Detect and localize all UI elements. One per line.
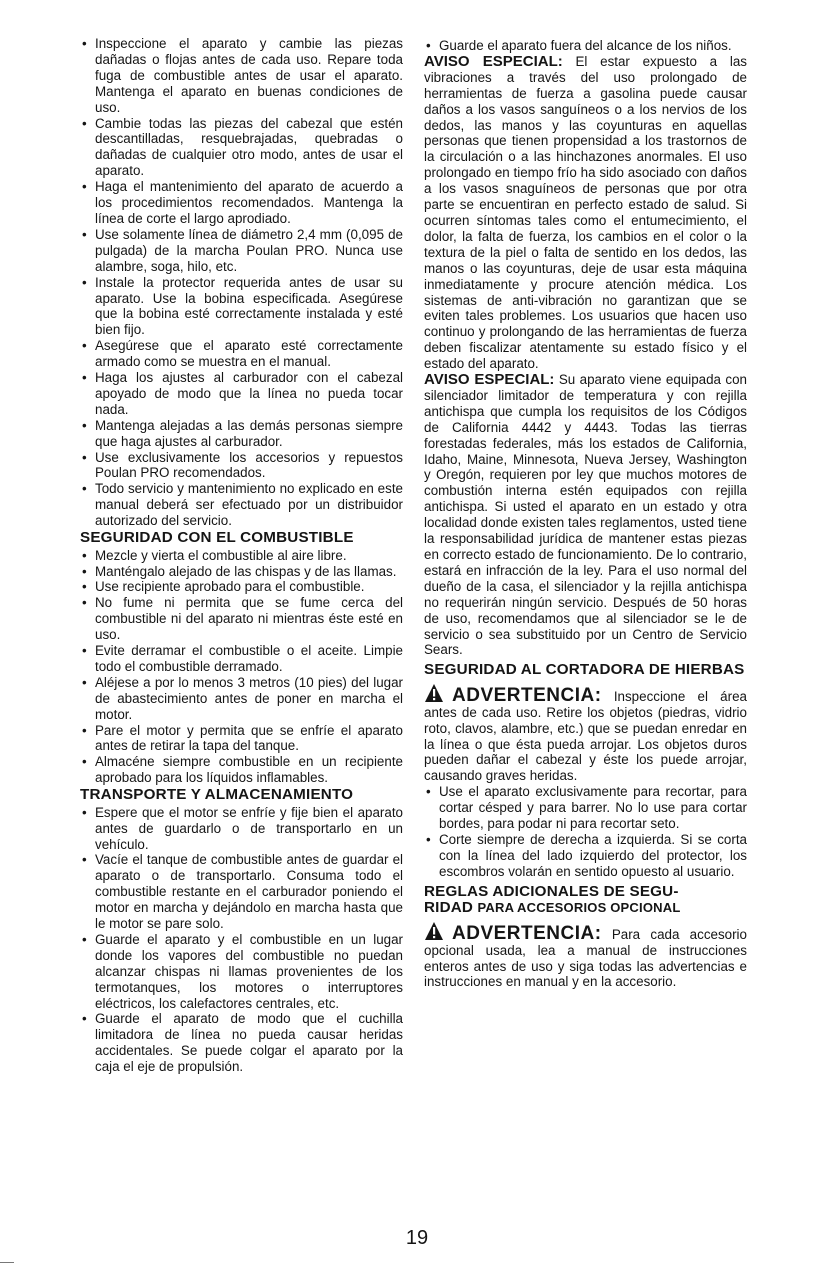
list-item: • Mezcle y vierta el combustible al aire libre. (80, 548, 403, 564)
list-item: • Cambie todas las piezas del cabezal que estén descantilladas, resquebrajadas, quebradas o dañadas de cualquier otro modo, antes de usar el aparato. (80, 116, 403, 180)
additional-rules-heading-line2b: PARA ACCESORIOS OPCIONAL (477, 900, 681, 916)
warning-text: Inspeccione el área antes de cada uso. Retire los objetos (piedras, vidrio roto, clavos, alambre, etc.) que se puedan enredar en la línea o que ésta pueda arrojar. Los objetos duros pueden dañar el cabezal y éste los puede arrojar, causando graves heridas. (424, 688, 747, 784)
trimmer-safety-heading: SEGURIDAD AL CORTADORA DE HIERBAS (424, 661, 745, 679)
page-number: 19 (405, 1227, 429, 1249)
list-item: • Todo servicio y mantenimiento no explicado en este manual deberá ser efectuado por un distribuidor autorizado del servicio. (80, 481, 403, 529)
list-item: • Guarde el aparato de modo que el cuchilla limitadora de línea no pueda causar heridas accidentales. Se puede colgar el aparato por la caja el eje de propulsión. (80, 1011, 403, 1075)
warning-triangle-icon (424, 921, 450, 941)
warning-optional-accessories (424, 921, 747, 991)
trimmer-safety-list (424, 784, 747, 879)
warning-label: ADVERTENCIA: (452, 684, 602, 706)
warning-triangle-icon (424, 683, 450, 703)
list-item: • Evite derramar el combustible o el aceite. Limpie todo el combustible derramado. (80, 643, 403, 675)
list-item: • Corte siempre de derecha a izquierda. Si se corta con la línea del lado izquierdo del protector, los escombros volarán en sentido opuesto al usuario. (424, 832, 747, 880)
list-item: • Aléjese a por lo menos 3 metros (10 pies) del lugar de abastecimiento antes de poner en marcha el motor. (80, 675, 403, 723)
list-item: • Haga el mantenimiento del aparato de acuerdo a los procedimientos recomendados. Mantenga la línea de corte el largo aprodiado. (80, 179, 403, 227)
list-item: • Instale la protector requerida antes de usar su aparato. Use la bobina especificada. Asegúrese que la bobina esté correctamente instalada y esté bien fijo. (80, 275, 403, 339)
warning-inspect-area (424, 683, 747, 784)
warning-text: Para cada accesorio opcional usada, lea a manual de instrucciones enteros antes de uso y siga todas las advertencias e instrucciones en manual y en la accesorio. (424, 926, 747, 990)
list-item: • Use exclusivamente los accesorios y repuestos Poulan PRO recomendados. (80, 450, 403, 482)
additional-rules-heading (424, 884, 747, 917)
special-notice-label: AVISO ESPECIAL: (424, 52, 563, 70)
additional-rules-heading-line2a: RIDAD (424, 899, 474, 917)
list-item: • Use solamente línea de diámetro 2,4 mm (0,095 de pulgada) de la marcha Poulan PRO. Nunca use alambre, soga, hilo, etc. (80, 227, 403, 275)
transport-storage-list (80, 805, 403, 1075)
fuel-safety-list (80, 548, 403, 787)
list-item: • Asegúrese que el aparato esté correctamente armado como se muestra en el manual. (80, 338, 403, 370)
list-item: • Guarde el aparato fuera del alcance de los niños. (424, 38, 747, 54)
list-item: • Mantenga alejadas a las demás personas siempre que haga ajustes al carburador. (80, 418, 403, 450)
list-item: • Guarde el aparato y el combustible en un lugar donde los vapores del combustible no puedan alcanzar chispas ni llamas provenientes de los termotanques, los motores o interruptores eléctricos, los calefactores centrales, etc. (80, 932, 403, 1012)
fuel-safety-heading: SEGURIDAD CON EL COMBUSTIBLE (80, 529, 354, 547)
special-notice-vibration (424, 54, 747, 372)
list-item: • Vacíe el tanque de combustible antes de guardar el aparato o de transportarlo. Consuma todo el combustible restante en el carburador poniendo el motor en marcha y dejándolo en marcha hasta que le motor se pare solo. (80, 852, 403, 932)
list-item: • Pare el motor y permita que se enfríe el aparato antes de retirar la tapa del tanque. (80, 723, 403, 755)
list-item: • Use recipiente aprobado para el combustible. (80, 579, 403, 595)
list-item: • Espere que el motor se enfríe y fije bien el aparato antes de guardarlo o de transportarlo en un vehículo. (80, 805, 403, 853)
left-column (80, 36, 403, 1075)
special-notice-label: AVISO ESPECIAL: (424, 371, 555, 389)
scan-edge-mark (0, 1262, 14, 1263)
maintenance-list (80, 36, 403, 529)
special-notice-text: El estar expuesto a las vibraciones a través del uso prolongado de herramientas de fuerza a gasolina puede causar daños a los vasos sanguíneos o a los nervios de los dedos, las manos y las coyunturas en aquellas personas que tienen propensidad a los trastornos de la circulación o a las hinchazones anormales. El uso prolongado en tiempo frío ha sido asociado con daños a los vasos snaguíneos de personas que por otra parte se encuentiran en perfecto estado de salud. Si ocurren síntomas tales como el entumecimiento, el dolor, la falta de fuerza, los cambios en el color o la textura de la piel o falta de sentido en los dedos, las manos o las coyunturas, deje de usar esta máquina inmediatamente y procure atención médica. Los sistemas de anti-vibración no garantizan que se eviten tales problemes. Los usuarios que hacen uso continuo y prolongando de las herramientas de fuerza deben fiscalizar atentamente su estado físico y el estado del aparato. (424, 53, 747, 372)
special-notice-spark-arrestor (424, 372, 747, 658)
warning-label: ADVERTENCIA: (452, 922, 602, 944)
list-item: • Inspeccione el aparato y cambie las piezas dañadas o flojas antes de cada uso. Repare toda fuga de combustible antes de usar el aparato. Mantenga el aparato en buenas condiciones de uso. (80, 36, 403, 116)
list-item: • Haga los ajustes al carburador con el cabezal apoyado de modo que la línea no pueda tocar nada. (80, 370, 403, 418)
list-item: • Use el aparato exclusivamente para recortar, para cortar césped y para barrer. No lo use para cortar bordes, para podar ni para recortar seto. (424, 784, 747, 832)
list-item: • Almacéne siempre combustible en un recipiente aprobado para los líquidos inflamables. (80, 754, 403, 786)
right-column (424, 38, 747, 990)
transport-storage-heading: TRANSPORTE Y ALMACENAMIENTO (80, 786, 354, 804)
list-item: • No fume ni permita que se fume cerca del combustible ni del aparato ni mientras éste esté en uso. (80, 595, 403, 643)
list-item: • Manténgalo alejado de las chispas y de las llamas. (80, 564, 403, 580)
storage-list-continued (424, 38, 747, 54)
special-notice-text: Su aparato viene equipada con silenciador limitador de temperatura y con rejilla antichispa que cumpla los requisitos de los Códigos de California 4442 y 4443. Todas las tierras forestadas federales, más los estados de California, Idaho, Maine, Minnesota, Nueva Jersey, Washington y Oregón, requieren por ley que muchos motores de combustión interna estén equipados con rejilla antichispa. Si usted el aparato en un estado y otra localidad donde existen tales reglamentos, usted tiene la responsabilidad jurídica de mantener estas piezas en correcto estado de funcionamiento. De lo contrario, estará en infracción de la ley. Para el uso normal del dueño de la casa, el silenciador y la rejilla antichispa no requerirán ningún servicio. Después de 50 horas de uso, recomendamos que al silenciador se le de servicio o sea substituido por un Centro de Servicio Sears. (424, 372, 747, 658)
additional-rules-heading-line1: REGLAS ADICIONALES DE SEGU- (424, 882, 679, 900)
